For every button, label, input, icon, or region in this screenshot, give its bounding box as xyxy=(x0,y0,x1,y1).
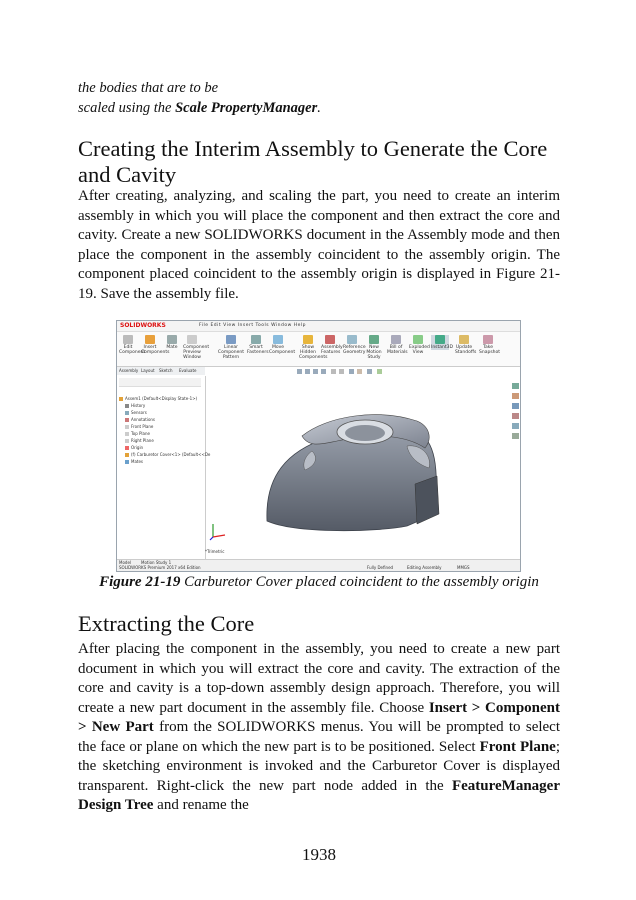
tab-layout: Layout xyxy=(141,368,155,373)
ribbon-button: Assembly Features xyxy=(321,335,339,355)
tree-toolbar xyxy=(119,378,201,387)
figure-screenshot xyxy=(116,320,521,572)
tab-assembly: Assembly xyxy=(119,368,139,373)
tab-evaluate: Evaluate xyxy=(179,368,197,373)
ribbon-button: Take Snapshot xyxy=(479,335,497,355)
ribbon-button: Component Preview Window xyxy=(183,335,201,360)
ribbon-button: Exploded View xyxy=(409,335,427,355)
ribbon-button: Update Standoffs xyxy=(455,335,473,355)
status-bar xyxy=(117,559,520,571)
figure-caption xyxy=(78,574,560,591)
status-editing: Editing Assembly xyxy=(407,565,442,570)
tree-node: Sensors xyxy=(125,410,147,415)
tree-node: Annotations xyxy=(125,417,155,422)
front-plane-bold: Front Plane xyxy=(479,738,556,755)
ribbon-button: Edit Component xyxy=(119,335,137,355)
tab-sketch: Sketch xyxy=(159,368,173,373)
command-tabs xyxy=(117,367,205,375)
solidworks-logo: SOLIDWORKS xyxy=(120,322,166,329)
status-tab-model: Model xyxy=(119,560,132,565)
command-manager xyxy=(117,332,520,367)
tree-node: Mates xyxy=(125,459,143,464)
solidworks-window xyxy=(116,320,521,572)
menu-bar: File Edit View Insert Tools Window Help xyxy=(199,323,306,328)
tree-node-root: Assem1 (Default<Display State-1>) xyxy=(119,396,197,401)
featuremanager-bold: FeatureManager Design Tree xyxy=(78,777,560,813)
menu-path-bold: Insert > Component > New Part xyxy=(78,699,560,735)
tree-node: History xyxy=(125,403,145,408)
caption-text: Carburetor Cover placed coincident to the assembly origin xyxy=(180,574,539,590)
tree-node: Top Plane xyxy=(125,431,150,436)
ribbon-button: Reference Geometry xyxy=(343,335,361,355)
tree-node: Origin xyxy=(125,445,143,450)
ribbon-button: Smart Fasteners xyxy=(247,335,265,355)
status-defined: Fully Defined xyxy=(367,565,394,570)
ribbon-button: Instant3D xyxy=(431,335,449,350)
status-left-text: SOLIDWORKS Premium 2017 x64 Edition xyxy=(119,565,201,570)
tree-node: (f) Carburetor Cover<1> (Default<<De xyxy=(125,452,210,457)
ribbon-button: New Motion Study xyxy=(365,335,383,360)
ribbon-button: Show Hidden Components xyxy=(299,335,317,360)
intro-line-1: the bodies that are to be xyxy=(78,80,219,96)
ribbon-button: Move Component xyxy=(269,335,287,355)
title-bar xyxy=(117,321,520,332)
intro-period: . xyxy=(317,100,321,116)
intro-text xyxy=(78,78,560,118)
status-tab-motion: Motion Study 1 xyxy=(141,560,172,565)
tree-node: Right Plane xyxy=(125,438,154,443)
ribbon-button: Linear Component Pattern xyxy=(217,335,245,360)
intro-bold-term: Scale PropertyManager xyxy=(175,100,318,116)
caption-label: Figure 21-19 xyxy=(99,574,181,590)
tree-node: Front Plane xyxy=(125,424,153,429)
section2-paragraph: After placing the component in the assembly, you need to create a new part document in which you will extract the core and cavity. The extraction of the core and cavity is a top-down assembly design approach. Therefore, you will create a new part document in the assembly file. Choose Insert > Component > New Part from the SOLIDWORKS menus. You will be prompted to select the face or plane on which the new part is to be positioned. Select Front Plane; the sketching environment is invoked and the Carburetor Cover is displayed transparent. Right-click the new part node added in the FeatureManager Design Tree and rename the xyxy=(78,641,561,813)
view-orientation-label: *Trimetric xyxy=(205,549,225,554)
feature-manager-tree xyxy=(117,376,211,559)
heads-up-toolbar xyxy=(297,368,447,375)
page-number: 1938 xyxy=(302,845,336,864)
section-heading-interim-assembly: Creating the Interim Assembly to Generate the Core and Cavity xyxy=(78,136,548,187)
ribbon-button: Mate xyxy=(163,335,181,350)
status-units: MMGS xyxy=(457,565,470,570)
ribbon-button: Insert Components xyxy=(141,335,159,355)
triad-axis-icon xyxy=(209,521,229,541)
task-pane-icons xyxy=(511,381,520,451)
ribbon-button: Bill of Materials xyxy=(387,335,405,355)
intro-line-2 xyxy=(78,98,560,118)
carburetor-cover-model xyxy=(257,396,447,536)
section1-paragraph: After creating, analyzing, and scaling the part, you need to create an interim assembly in which you will place the component and then extract the core and cavity. Create a new SOLIDWORKS document in the Assembly mode and then place the component in the assembly coincident to the assembly origin. The component placed coincident to the assembly origin is displayed in Figure 21-19. Save the assembly file. xyxy=(78,188,560,302)
section-heading-extracting-core: Extracting the Core xyxy=(78,611,255,636)
intro-line-2-text: scaled using the xyxy=(78,100,176,116)
